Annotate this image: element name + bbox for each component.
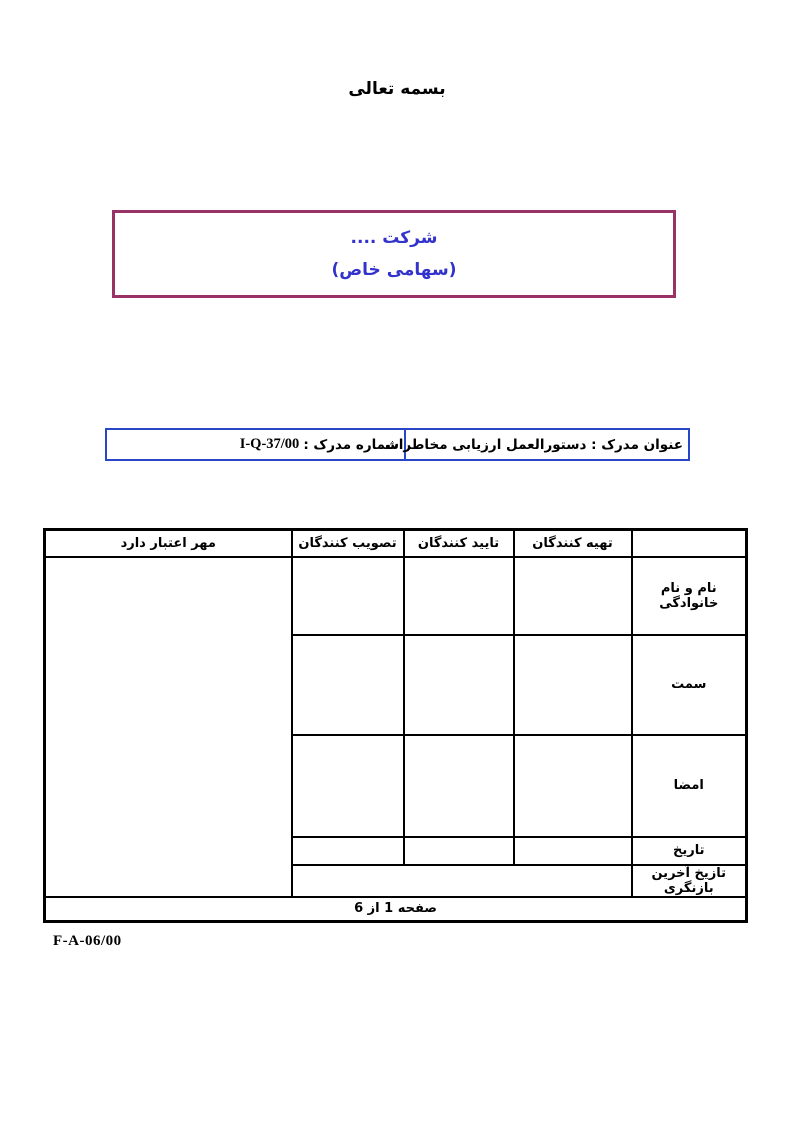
verifiers-position-cell bbox=[404, 635, 514, 735]
header-verifiers: تایید کنندگان bbox=[404, 530, 514, 557]
doc-title-cell: عنوان مدرک : دستورالعمل ارزیابی مخاطرات bbox=[404, 430, 688, 459]
row-label-signature: امضا bbox=[632, 735, 747, 837]
row-label-date: تاریخ bbox=[632, 837, 747, 865]
approvers-signature-cell bbox=[292, 735, 404, 837]
preparers-position-cell bbox=[514, 635, 632, 735]
preparers-signature-cell bbox=[514, 735, 632, 837]
row-label-position: سمت bbox=[632, 635, 747, 735]
approvers-name-cell bbox=[292, 557, 404, 635]
company-type: (سهامی خاص) bbox=[331, 260, 457, 280]
row-label-last-revision: تازیخ آخرین بازنگری bbox=[632, 865, 747, 897]
stamp-area-cell bbox=[45, 557, 292, 897]
name-row bbox=[45, 557, 747, 635]
company-box bbox=[112, 210, 676, 298]
page-number-row bbox=[45, 897, 747, 922]
preparers-name-cell bbox=[514, 557, 632, 635]
company-name: شرکت .... bbox=[350, 228, 438, 248]
doc-info-table bbox=[105, 428, 690, 461]
approval-table-wrap bbox=[43, 528, 748, 923]
last-revision-value-cell bbox=[292, 865, 632, 897]
page-number-cell: صفحه 1 از 6 bbox=[45, 897, 747, 922]
corner-cell bbox=[632, 530, 747, 557]
verifiers-signature-cell bbox=[404, 735, 514, 837]
header-approvers: تصویب کنندگان bbox=[292, 530, 404, 557]
header-preparers: تهیه کنندگان bbox=[514, 530, 632, 557]
doc-number-label: شماره مدرک : bbox=[303, 436, 399, 453]
verifiers-name-cell bbox=[404, 557, 514, 635]
footer-code: F-A-06/00 bbox=[53, 933, 122, 949]
approvers-position-cell bbox=[292, 635, 404, 735]
verifiers-date-cell bbox=[404, 837, 514, 865]
row-label-name: نام و نام خانوادگی bbox=[632, 557, 747, 635]
preparers-date-cell bbox=[514, 837, 632, 865]
bismillah-heading: بسمه تعالی bbox=[348, 79, 446, 99]
approval-table bbox=[43, 528, 748, 923]
doc-number-cell bbox=[107, 430, 404, 459]
header-row bbox=[45, 530, 747, 557]
header-stamp: مهر اعتبار دارد bbox=[45, 530, 292, 557]
approvers-date-cell bbox=[292, 837, 404, 865]
doc-number-code: I-Q-37/00 bbox=[239, 436, 300, 452]
